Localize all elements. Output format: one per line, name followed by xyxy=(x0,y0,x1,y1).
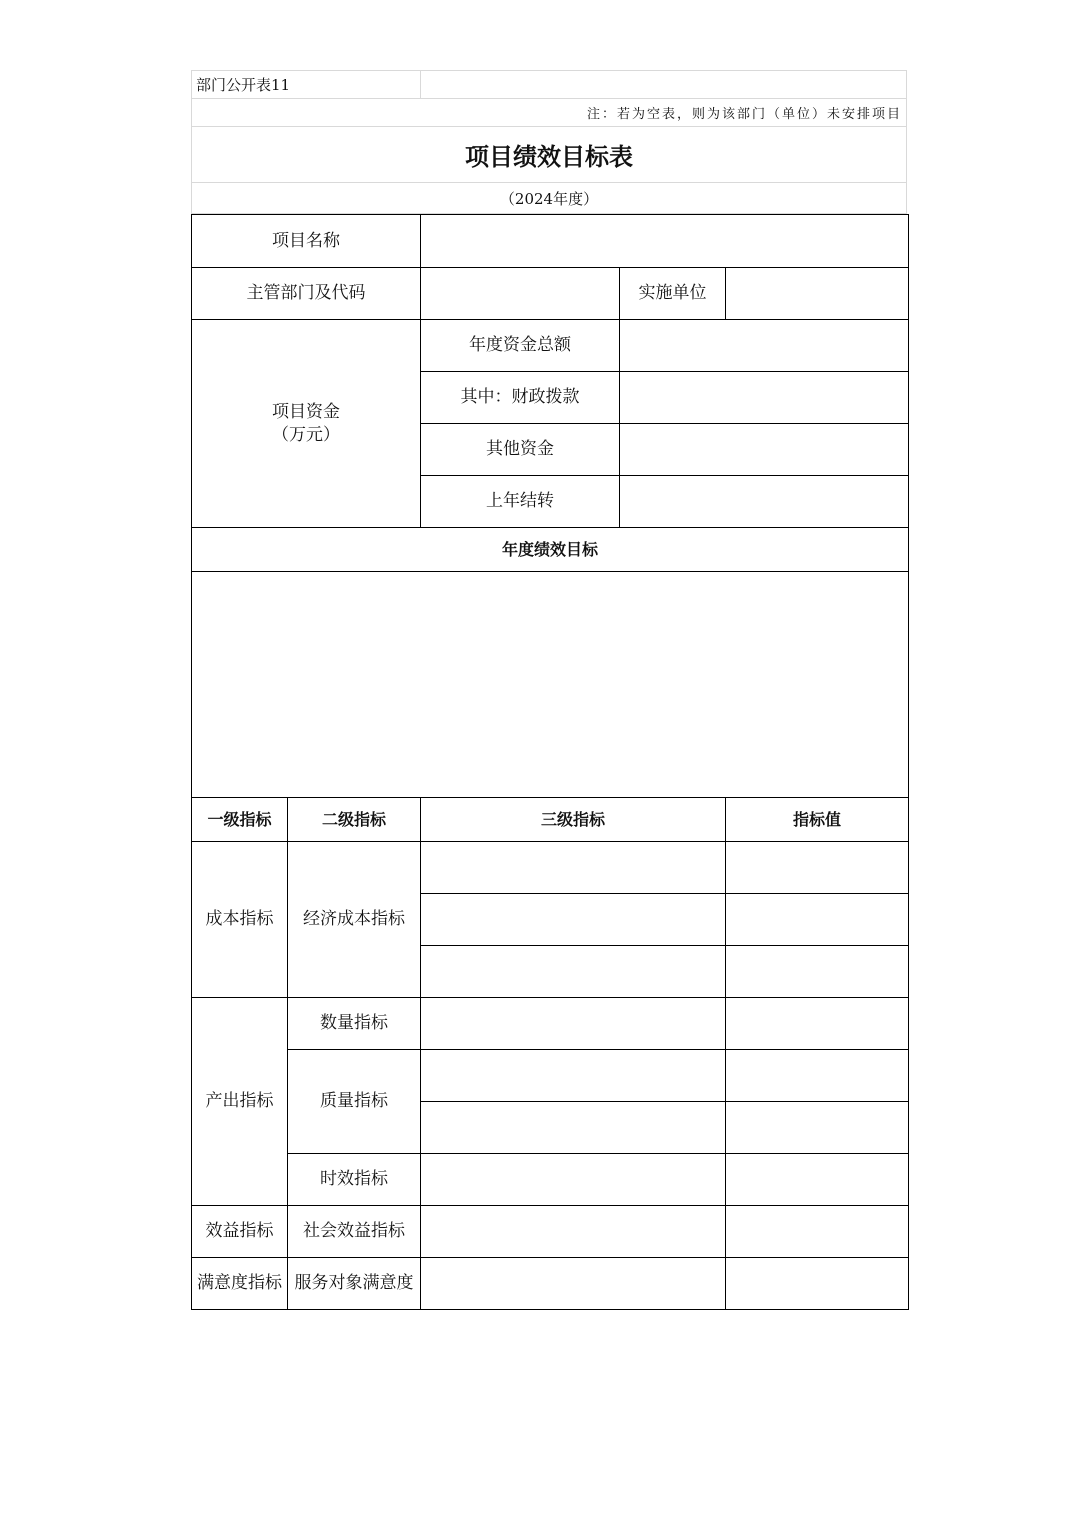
project-name-value[interactable] xyxy=(421,215,909,268)
indicator-value-cell[interactable] xyxy=(726,998,909,1050)
fund-carryover-value[interactable] xyxy=(620,476,909,528)
annual-goal-heading: 年度绩效目标 xyxy=(192,528,909,572)
fund-total-value[interactable] xyxy=(620,320,909,372)
indicator-value-cell[interactable] xyxy=(726,1154,909,1206)
level2-quality: 质量指标 xyxy=(288,1050,421,1154)
project-fund-label xyxy=(192,320,421,528)
fund-fiscal-value[interactable] xyxy=(620,372,909,424)
implementing-unit-value[interactable] xyxy=(726,268,909,320)
page-title: 项目绩效目标表 xyxy=(191,126,907,183)
project-name-label: 项目名称 xyxy=(192,215,421,268)
level1-cost: 成本指标 xyxy=(192,842,288,998)
fund-carryover-label: 上年结转 xyxy=(421,476,620,528)
level2-service-satisfaction: 服务对象满意度 xyxy=(288,1258,421,1310)
implementing-unit-label: 实施单位 xyxy=(620,268,726,320)
fiscal-year: （2024年度） xyxy=(191,182,907,214)
header-level3: 三级指标 xyxy=(421,798,726,842)
level2-social-benefit: 社会效益指标 xyxy=(288,1206,421,1258)
project-fund-label-line1: 项目资金 xyxy=(272,401,340,422)
level3-cell[interactable] xyxy=(421,946,726,998)
fund-total-label: 年度资金总额 xyxy=(421,320,620,372)
department-value[interactable] xyxy=(421,268,620,320)
indicator-value-cell[interactable] xyxy=(726,946,909,998)
level3-cell[interactable] xyxy=(421,1154,726,1206)
level3-cell[interactable] xyxy=(421,1258,726,1310)
indicator-value-cell[interactable] xyxy=(726,894,909,946)
level2-economic-cost: 经济成本指标 xyxy=(288,842,421,998)
header-empty-cell xyxy=(420,70,907,99)
level3-cell[interactable] xyxy=(421,1050,726,1102)
header-level1: 一级指标 xyxy=(192,798,288,842)
level3-cell[interactable] xyxy=(421,1206,726,1258)
table-number: 部门公开表11 xyxy=(191,70,421,99)
indicator-value-cell[interactable] xyxy=(726,1102,909,1154)
level1-output: 产出指标 xyxy=(192,998,288,1206)
header-indicator-value: 指标值 xyxy=(726,798,909,842)
fund-other-value[interactable] xyxy=(620,424,909,476)
fund-fiscal-label: 其中：财政拨款 xyxy=(421,372,620,424)
performance-goal-table xyxy=(191,214,909,1310)
level2-timeliness: 时效指标 xyxy=(288,1154,421,1206)
level3-cell[interactable] xyxy=(421,998,726,1050)
empty-table-note: 注：若为空表，则为该部门（单位）未安排项目 xyxy=(191,98,907,127)
level3-cell[interactable] xyxy=(421,842,726,894)
department-label: 主管部门及代码 xyxy=(192,268,421,320)
fund-other-label: 其他资金 xyxy=(421,424,620,476)
indicator-value-cell[interactable] xyxy=(726,1258,909,1310)
level1-satisfaction: 满意度指标 xyxy=(192,1258,288,1310)
indicator-value-cell[interactable] xyxy=(726,1206,909,1258)
annual-goal-content[interactable] xyxy=(192,572,909,798)
indicator-value-cell[interactable] xyxy=(726,1050,909,1102)
level2-quantity: 数量指标 xyxy=(288,998,421,1050)
indicator-value-cell[interactable] xyxy=(726,842,909,894)
level1-benefit: 效益指标 xyxy=(192,1206,288,1258)
header-level2: 二级指标 xyxy=(288,798,421,842)
project-fund-label-line2: （万元） xyxy=(272,424,340,445)
level3-cell[interactable] xyxy=(421,1102,726,1154)
level3-cell[interactable] xyxy=(421,894,726,946)
